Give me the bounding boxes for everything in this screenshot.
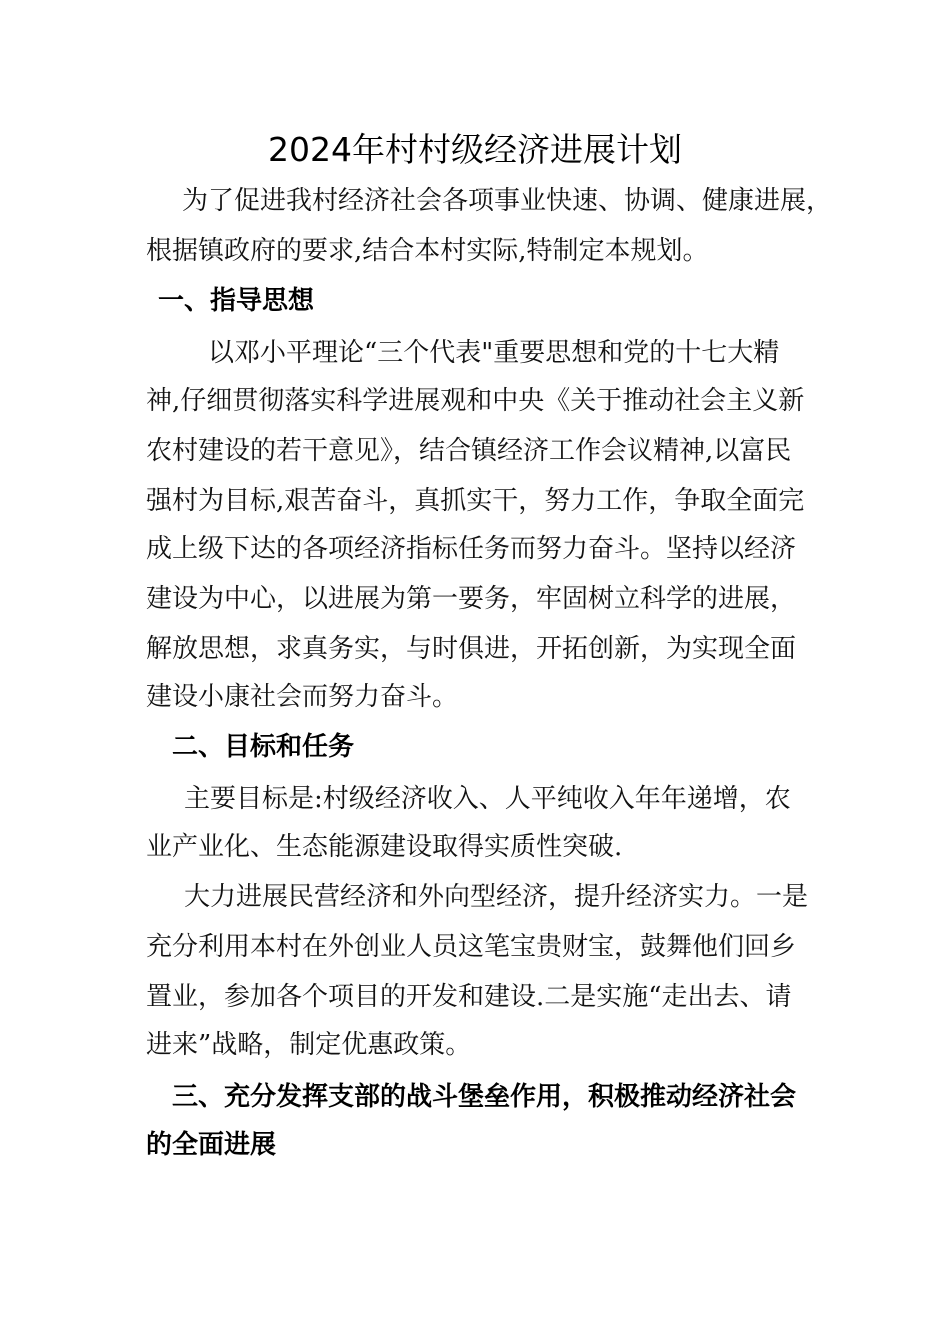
section-1-line-2: 神,仔细贯彻落实科学进展观和中央《关于推动社会主义新 [146,386,805,416]
section-1-heading: 一、指导思想 [158,286,315,316]
section-2-heading: 二、目标和任务 [172,732,355,762]
section-3-heading-line-2: 的全面进展 [146,1130,277,1160]
section-1-line-4: 强村为目标,艰苦奋斗，真抓实干，努力工作，争取全面完 [146,486,805,516]
document-title: 2024年村村级经济进展计划 [268,130,682,169]
section-2-para-1-line-1: 主要目标是:村级经济收入、人平纯收入年年递增，农 [184,784,791,814]
section-1-line-7: 解放思想，求真务实，与时俱进，开拓创新，为实现全面 [146,634,797,664]
intro-line-1: 为了促进我村经济社会各项事业快速、协调、健康进展， [182,186,833,216]
section-1-line-5: 成上级下达的各项经济指标任务而努力奋斗。坚持以经济 [146,534,797,564]
section-2-para-2-line-1: 大力进展民营经济和外向型经济，提升经济实力。一是 [184,882,809,912]
section-3-heading-line-1: 三、充分发挥支部的战斗堡垒作用，积极推动经济社会 [172,1082,797,1112]
section-1-line-8: 建设小康社会而努力奋斗。 [146,682,459,712]
section-2-para-2-line-4: 进来”战略，制定优惠政策。 [146,1030,472,1060]
intro-line-2: 根据镇政府的要求,结合本村实际,特制定本规划。 [146,236,709,266]
section-2-para-1-line-2: 业产业化、生态能源建设取得实质性突破. [146,832,623,862]
section-2-para-2-line-3: 置业，参加各个项目的开发和建设.二是实施“走出去、请 [146,982,792,1012]
section-2-para-2-line-2: 充分利用本村在外创业人员这笔宝贵财宝，鼓舞他们回乡 [146,932,797,962]
section-1-line-3: 农村建设的若干意见》，结合镇经济工作会议精神,以富民 [146,436,792,466]
section-1-line-6: 建设为中心，以进展为第一要务，牢固树立科学的进展， [146,584,797,614]
section-1-line-1: 以邓小平理论“三个代表"重要思想和党的十七大精 [208,338,780,368]
